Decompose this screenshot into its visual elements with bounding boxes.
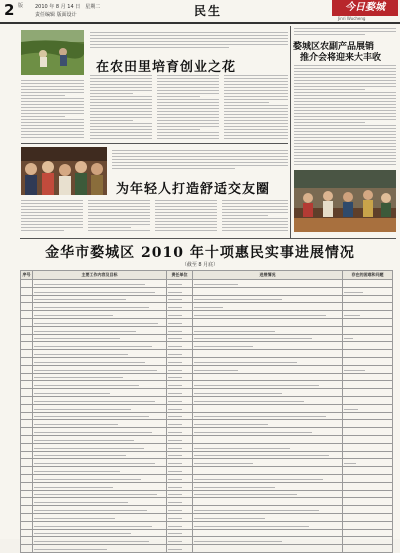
table-cell (33, 280, 167, 288)
table-cell (33, 326, 167, 334)
table-cell (193, 357, 343, 365)
table-cell (33, 435, 167, 443)
table-cell (167, 381, 193, 389)
table-cell (343, 404, 393, 412)
table-cell (21, 498, 33, 506)
farm-photo (21, 30, 84, 75)
table-row (21, 467, 393, 475)
table-cell (193, 420, 343, 428)
table-cell (193, 435, 343, 443)
table-cell (193, 287, 343, 295)
table-cell (21, 311, 33, 319)
table-cell (343, 287, 393, 295)
table-cell (33, 389, 167, 397)
table-cell (21, 381, 33, 389)
table-cell (33, 373, 167, 381)
intro-text (90, 30, 288, 52)
table-cell (33, 474, 167, 482)
table-cell (33, 412, 167, 420)
table-cell (167, 334, 193, 342)
table-cell (343, 295, 393, 303)
table-cell (343, 389, 393, 397)
headline-2: 为年轻人打造舒适交友圈 (116, 182, 271, 197)
table-cell (193, 318, 343, 326)
table-cell (167, 365, 193, 373)
table-cell (33, 451, 167, 459)
table-header-row (21, 271, 393, 280)
crowd-photo (21, 147, 107, 195)
table-cell (33, 467, 167, 475)
table-cell (21, 318, 33, 326)
table-cell (167, 389, 193, 397)
table-cell (21, 490, 33, 498)
table-cell (167, 435, 193, 443)
table-cell (167, 287, 193, 295)
table-cell (21, 443, 33, 451)
table-row (21, 396, 393, 404)
table-cell (343, 428, 393, 436)
table-cell (193, 545, 343, 553)
table-cell (167, 537, 193, 545)
table-cell (343, 326, 393, 334)
article-2-col-3 (155, 198, 217, 236)
table-cell (193, 513, 343, 521)
table-date: （截至 8 月底） (181, 262, 219, 268)
header-issues: 存在的困难和问题 (343, 271, 393, 280)
table-cell (343, 350, 393, 358)
article-2-col-1 (21, 198, 83, 236)
table-cell (33, 365, 167, 373)
table-cell (193, 506, 343, 514)
table-cell (21, 404, 33, 412)
table-cell (167, 311, 193, 319)
table-row (21, 482, 393, 490)
table-row (21, 326, 393, 334)
table-cell (167, 513, 193, 521)
progress-table (20, 270, 393, 553)
header-index: 序号 (21, 271, 33, 280)
table-cell (33, 311, 167, 319)
table-row (21, 412, 393, 420)
table-cell (33, 490, 167, 498)
table-cell (33, 545, 167, 553)
table-cell (21, 435, 33, 443)
table-cell (33, 357, 167, 365)
side-body-text (294, 63, 396, 167)
table-cell (343, 342, 393, 350)
table-cell (193, 529, 343, 537)
table-cell (193, 365, 343, 373)
table-cell (33, 521, 167, 529)
table-row (21, 357, 393, 365)
table-row (21, 311, 393, 319)
table-cell (21, 389, 33, 397)
table-cell (21, 280, 33, 288)
header-progress: 进展情况 (193, 271, 343, 280)
table-cell (167, 350, 193, 358)
table-cell (167, 326, 193, 334)
table-row (21, 350, 393, 358)
table-cell (167, 318, 193, 326)
table-row (21, 295, 393, 303)
page-label: 版 (18, 3, 24, 9)
table-cell (343, 482, 393, 490)
section-divider (20, 238, 396, 239)
side-headline-2: 推介会将迎来大丰收 (300, 53, 382, 63)
table-cell (21, 365, 33, 373)
page-number: 2 (4, 1, 15, 19)
table-cell (193, 404, 343, 412)
table-row (21, 459, 393, 467)
table-row (21, 280, 393, 288)
table-cell (193, 474, 343, 482)
table-cell (343, 521, 393, 529)
table-cell (21, 529, 33, 537)
table-cell (343, 474, 393, 482)
table-body (21, 280, 393, 553)
table-cell (167, 490, 193, 498)
table-cell (33, 482, 167, 490)
table-cell (167, 295, 193, 303)
table-cell (167, 506, 193, 514)
table-cell (343, 451, 393, 459)
table-cell (21, 295, 33, 303)
table-cell (21, 326, 33, 334)
table-cell (21, 303, 33, 311)
table-cell (343, 280, 393, 288)
table-cell (343, 435, 393, 443)
table-cell (33, 506, 167, 514)
table-cell (33, 334, 167, 342)
table-cell (343, 334, 393, 342)
header-content: 主要工作内容及目标 (33, 271, 167, 280)
article-1-col-2 (157, 73, 219, 141)
table-cell (193, 412, 343, 420)
table-cell (193, 389, 343, 397)
table-cell (343, 443, 393, 451)
body-text-left-1 (21, 78, 84, 140)
table-cell (33, 295, 167, 303)
table-cell (343, 412, 393, 420)
table-cell (193, 303, 343, 311)
table-row (21, 521, 393, 529)
table-cell (343, 467, 393, 475)
table-row (21, 537, 393, 545)
table-row (21, 474, 393, 482)
table-cell (167, 428, 193, 436)
table-row (21, 318, 393, 326)
table-cell (167, 443, 193, 451)
table-cell (21, 334, 33, 342)
table-cell (21, 474, 33, 482)
table-cell (343, 311, 393, 319)
table-cell (193, 467, 343, 475)
table-cell (167, 303, 193, 311)
table-cell (167, 459, 193, 467)
table-cell (21, 342, 33, 350)
table-cell (21, 482, 33, 490)
table-cell (167, 467, 193, 475)
table-row (21, 303, 393, 311)
table-cell (343, 420, 393, 428)
table-cell (167, 498, 193, 506)
table-cell (167, 280, 193, 288)
table-cell (21, 521, 33, 529)
table-cell (193, 326, 343, 334)
table-cell (21, 287, 33, 295)
table-cell (33, 350, 167, 358)
table-cell (193, 373, 343, 381)
table-cell (343, 545, 393, 553)
table-cell (343, 396, 393, 404)
table-row (21, 545, 393, 553)
table-cell (167, 521, 193, 529)
table-cell (167, 451, 193, 459)
table-cell (33, 396, 167, 404)
table-cell (193, 381, 343, 389)
table-cell (193, 342, 343, 350)
table-cell (21, 513, 33, 521)
article-2-intro (112, 148, 288, 174)
masthead (0, 0, 400, 24)
table-cell (21, 350, 33, 358)
table-cell (33, 342, 167, 350)
table-cell (193, 428, 343, 436)
table-cell (33, 529, 167, 537)
table-title: 金华市婺城区 2010 年十项惠民实事进展情况 (45, 245, 355, 261)
table-cell (21, 412, 33, 420)
table-cell (343, 357, 393, 365)
article-2-col-4 (222, 198, 288, 236)
table-cell (167, 404, 193, 412)
table-cell (33, 303, 167, 311)
section-title: 民生 (194, 4, 223, 18)
table-cell (33, 381, 167, 389)
table-cell (193, 521, 343, 529)
table-cell (193, 311, 343, 319)
table-row (21, 389, 393, 397)
table-cell (21, 459, 33, 467)
table-row (21, 404, 393, 412)
table-cell (167, 412, 193, 420)
table-cell (33, 537, 167, 545)
divider-line (21, 143, 288, 144)
side-intro-text (294, 26, 396, 38)
table-cell (33, 459, 167, 467)
table-cell (343, 498, 393, 506)
table-cell (193, 350, 343, 358)
table-cell (167, 373, 193, 381)
table-cell (21, 357, 33, 365)
table-cell (343, 459, 393, 467)
table-row (21, 373, 393, 381)
table-cell (33, 443, 167, 451)
paper-logo-sub: Jinri Wucheng (338, 16, 366, 21)
side-headline-1: 婺城区农副产品展销 (293, 42, 375, 52)
issue-date: 2010 年 8 月 14 日 星期二 (35, 4, 101, 10)
table-cell (193, 396, 343, 404)
table-row (21, 451, 393, 459)
table-cell (343, 529, 393, 537)
table-row (21, 287, 393, 295)
table-cell (193, 459, 343, 467)
table-cell (21, 506, 33, 514)
table-cell (343, 513, 393, 521)
table-cell (343, 381, 393, 389)
paper-logo: 今日婺城 (332, 0, 398, 16)
table-cell (33, 428, 167, 436)
table-row (21, 443, 393, 451)
headline-1: 在农田里培育创业之花 (96, 60, 237, 75)
table-cell (343, 303, 393, 311)
table-cell (193, 280, 343, 288)
table-cell (33, 287, 167, 295)
table-cell (21, 467, 33, 475)
article-1-col-3 (224, 73, 288, 141)
table-row (21, 498, 393, 506)
editor-line: 责任编辑 版面设计 (35, 12, 77, 18)
table-row (21, 435, 393, 443)
table-row (21, 428, 393, 436)
table-cell (167, 357, 193, 365)
table-cell (193, 498, 343, 506)
table-cell (343, 506, 393, 514)
table-cell (167, 396, 193, 404)
table-cell (193, 334, 343, 342)
article-1-col-1 (90, 73, 152, 141)
table-row (21, 334, 393, 342)
header-unit: 责任单位 (167, 271, 193, 280)
table-row (21, 490, 393, 498)
table-cell (193, 490, 343, 498)
table-cell (193, 295, 343, 303)
table-cell (33, 498, 167, 506)
table-cell (167, 342, 193, 350)
table-cell (343, 318, 393, 326)
table-cell (343, 537, 393, 545)
article-2-col-2 (88, 198, 150, 236)
table-cell (33, 513, 167, 521)
table-row (21, 342, 393, 350)
table-cell (193, 537, 343, 545)
table-row (21, 529, 393, 537)
table-cell (167, 482, 193, 490)
side-column-rule (290, 26, 291, 238)
table-cell (193, 451, 343, 459)
table-row (21, 506, 393, 514)
table-cell (167, 529, 193, 537)
table-cell (193, 482, 343, 490)
table-cell (21, 420, 33, 428)
table-cell (21, 373, 33, 381)
table-cell (167, 545, 193, 553)
table-row (21, 365, 393, 373)
table-cell (21, 428, 33, 436)
table-cell (33, 318, 167, 326)
table-row (21, 381, 393, 389)
table-cell (21, 545, 33, 553)
table-cell (21, 451, 33, 459)
table-cell (167, 474, 193, 482)
table-cell (193, 443, 343, 451)
table-cell (343, 373, 393, 381)
table-cell (21, 537, 33, 545)
table-cell (343, 365, 393, 373)
table-row (21, 513, 393, 521)
table-cell (33, 420, 167, 428)
market-photo (294, 170, 396, 232)
table-cell (167, 420, 193, 428)
table-cell (343, 490, 393, 498)
table-cell (33, 404, 167, 412)
table-row (21, 420, 393, 428)
table-cell (21, 396, 33, 404)
